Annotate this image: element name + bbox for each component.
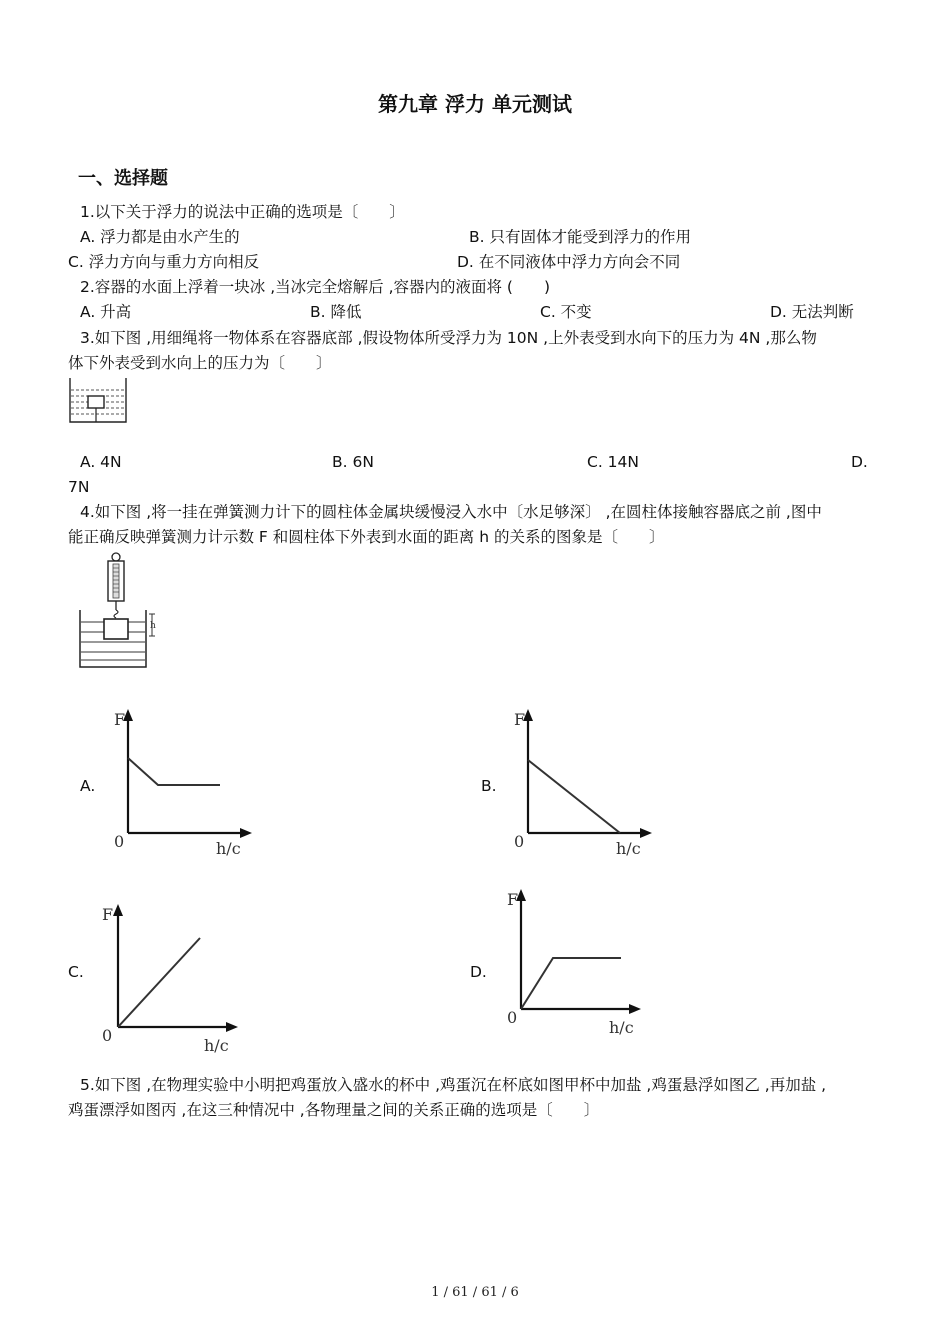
graph-d-curve bbox=[521, 958, 621, 1009]
q1-option-c: C. 浮力方向与重力方向相反 bbox=[68, 253, 260, 271]
graph-b-curve bbox=[528, 760, 620, 833]
q3-container-figure bbox=[68, 376, 130, 426]
q3-stem-line2: 体下外表受到水向上的压力为〔 〕 bbox=[68, 354, 332, 372]
q4-option-d-label: D. bbox=[470, 963, 487, 981]
graph-c-x-label: h/c bbox=[204, 1036, 229, 1055]
q3-option-a: A. 4N bbox=[80, 453, 122, 471]
q4-graph-b bbox=[510, 705, 660, 865]
page-footer: 1 / 61 / 61 / 6 bbox=[431, 1285, 519, 1300]
graph-b-origin: 0 bbox=[514, 832, 525, 851]
graph-d-x-label: h/c bbox=[609, 1018, 634, 1037]
q4-stem-line2: 能正确反映弹簧测力计示数 F 和圆柱体下外表到水面的距离 h 的关系的图象是〔 〕 bbox=[68, 528, 665, 546]
q2-option-c: C. 不变 bbox=[540, 303, 592, 321]
q3-option-d: D. bbox=[851, 453, 868, 471]
q2-stem: 2.容器的水面上浮着一块冰 ,当冰完全熔解后 ,容器内的液面将 ( ) bbox=[80, 278, 551, 296]
q5-stem-line1: 5.如下图 ,在物理实验中小明把鸡蛋放入盛水的杯中 ,鸡蛋沉在杯底如图甲杯中加盐 ,鸡蛋悬浮如图乙 ,再加盐 , bbox=[80, 1076, 827, 1094]
q5-stem-line2: 鸡蛋漂浮如图丙 ,在这三种情况中 ,各物理量之间的关系正确的选项是〔 〕 bbox=[68, 1101, 600, 1119]
q1-option-d: D. 在不同液体中浮力方向会不同 bbox=[457, 253, 681, 271]
q2-option-d: D. 无法判断 bbox=[770, 303, 854, 321]
graph-a-y-label: F bbox=[114, 710, 126, 729]
q4-graph-d bbox=[505, 885, 655, 1045]
page-title: 第九章 浮力 单元测试 bbox=[378, 92, 572, 116]
graph-b-y-label: F bbox=[514, 710, 526, 729]
graph-b-x-label: h/c bbox=[616, 839, 641, 858]
section-heading: 一、选择题 bbox=[78, 168, 168, 189]
graph-c-curve bbox=[118, 938, 200, 1027]
q2-option-a: A. 升高 bbox=[80, 303, 132, 321]
graph-c-origin: 0 bbox=[102, 1026, 113, 1045]
graph-c-y-label: F bbox=[102, 905, 114, 924]
q3-option-d-value: 7N bbox=[68, 478, 90, 496]
svg-text:h: h bbox=[150, 621, 156, 631]
q4-option-c-label: C. bbox=[68, 963, 84, 981]
q1-option-a: A. 浮力都是由水产生的 bbox=[80, 228, 240, 246]
q1-option-b: B. 只有固体才能受到浮力的作用 bbox=[469, 228, 691, 246]
q4-option-a-label: A. bbox=[80, 777, 96, 795]
q4-graph-c bbox=[100, 900, 250, 1060]
graph-a-x-label: h/c bbox=[216, 839, 241, 858]
q1-stem: 1.以下关于浮力的说法中正确的选项是〔 〕 bbox=[80, 203, 405, 221]
q4-option-b-label: B. bbox=[481, 777, 497, 795]
q4-graph-a bbox=[110, 705, 260, 865]
q3-option-b: B. 6N bbox=[332, 453, 374, 471]
graph-d-origin: 0 bbox=[507, 1008, 518, 1027]
graph-d-y-label: F bbox=[507, 890, 519, 909]
q3-option-c: C. 14N bbox=[587, 453, 639, 471]
q3-stem-line1: 3.如下图 ,用细绳将一物体系在容器底部 ,假设物体所受浮力为 10N ,上外表受到水向下的压力为 4N ,那么物 bbox=[80, 329, 817, 347]
graph-a-origin: 0 bbox=[114, 832, 125, 851]
q4-spring-scale-figure bbox=[76, 552, 166, 672]
graph-a-curve bbox=[128, 758, 220, 785]
q2-option-b: B. 降低 bbox=[310, 303, 362, 321]
q4-stem-line1: 4.如下图 ,将一挂在弹簧测力计下的圆柱体金属块缓慢浸入水中〔水足够深〕 ,在圆柱体接触容器底之前 ,图中 bbox=[80, 503, 822, 521]
